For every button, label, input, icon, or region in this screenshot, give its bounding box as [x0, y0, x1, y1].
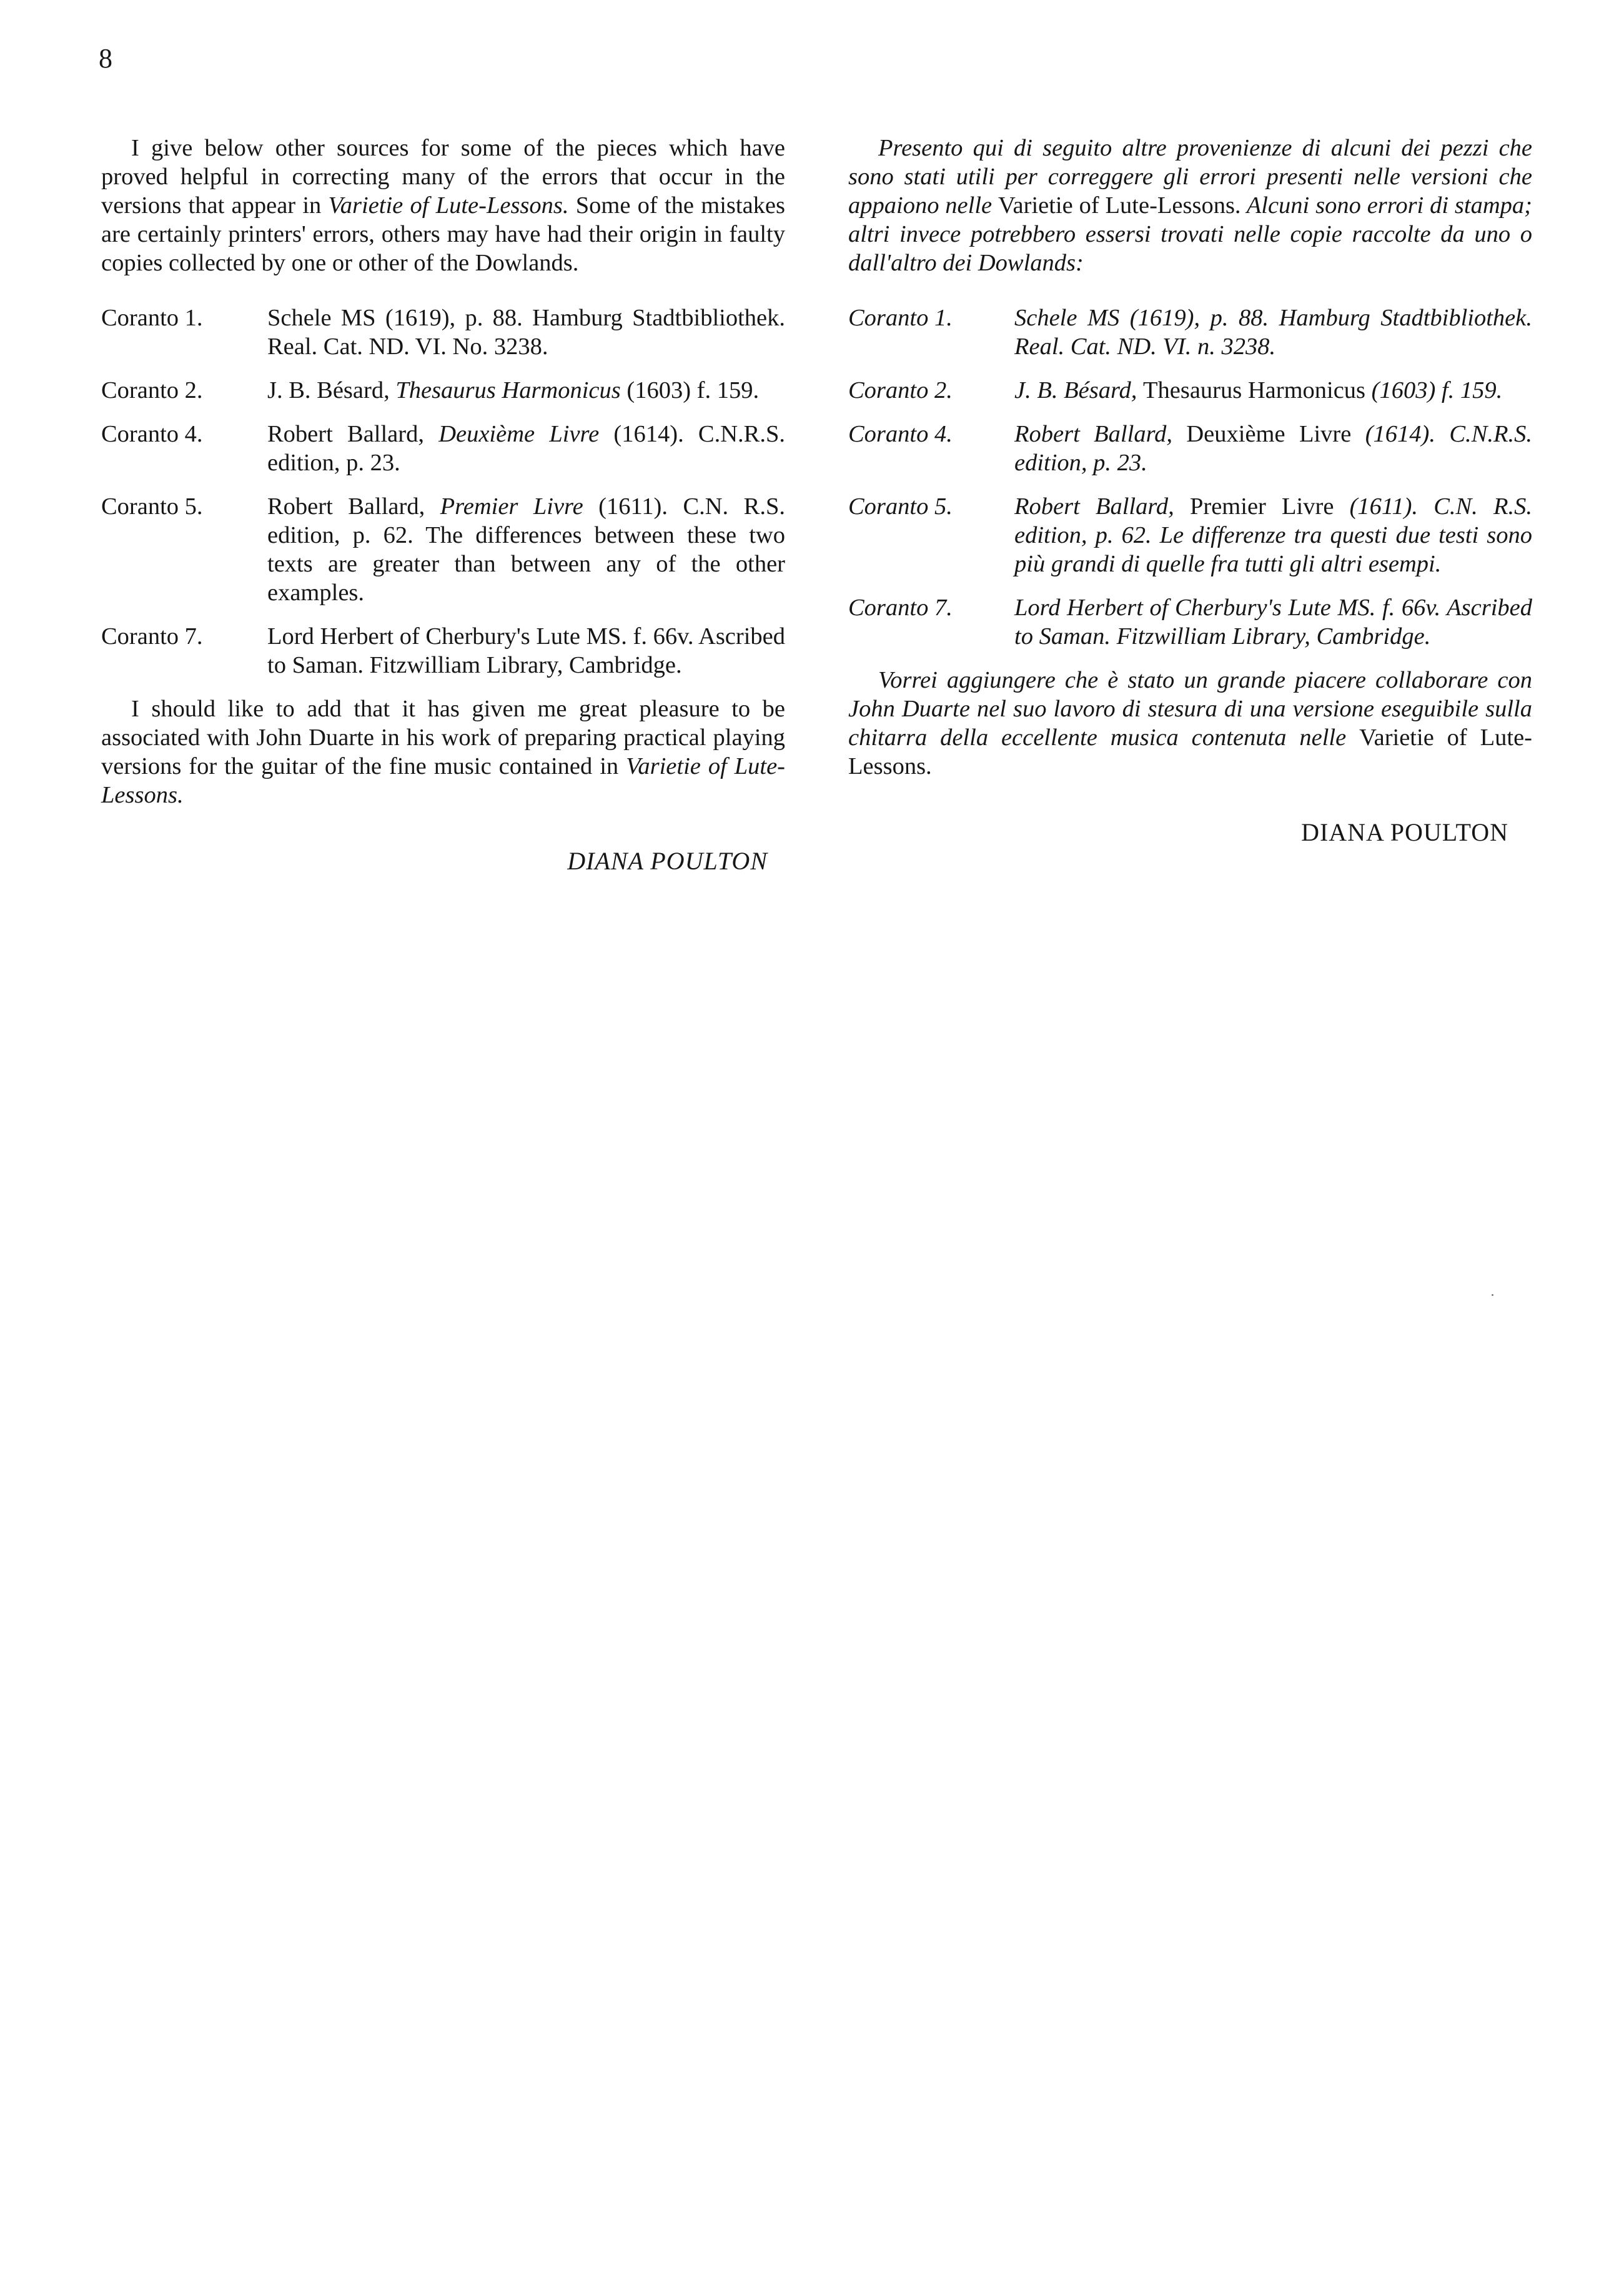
english-closing-paragraph: [101, 695, 785, 809]
source-text: Robert Ballard, Premier Livre (1611). C.N. R.S. edition, p. 62. Le differenze tra questi due testi sono più grandi di quelle fra tutti gli altri esempi.: [1014, 493, 1532, 577]
italian-source-coranto-1: [848, 304, 1532, 361]
english-source-coranto-1: [101, 304, 785, 361]
italian-source-coranto-5: [848, 492, 1532, 578]
source-text: Schele MS (1619), p. 88. Hamburg Stadtbibliothek. Real. Cat. ND. VI. n. 3238.: [1014, 305, 1532, 360]
source-text: Lord Herbert of Cherbury's Lute MS. f. 66v. Ascribed to Saman. Fitzwilliam Library, Cambridge.: [267, 623, 785, 678]
source-text: J. B. Bésard, Thesaurus Harmonicus (1603) f. 159.: [267, 377, 760, 403]
english-column: [101, 134, 785, 876]
english-intro-book-title: Varietie of Lute-Lessons.: [328, 192, 569, 219]
source-label: Coranto 5.: [101, 493, 203, 520]
source-label: Coranto 4.: [848, 421, 953, 447]
source-text: Schele MS (1619), p. 88. Hamburg Stadtbibliothek. Real. Cat. ND. VI. No. 3238.: [267, 305, 785, 360]
source-label: Coranto 7.: [848, 595, 953, 621]
source-text: Robert Ballard, Deuxième Livre (1614). C.N.R.S. edition, p. 23.: [267, 421, 785, 476]
italian-intro-book-title: Varietie of Lute-Lessons.: [998, 192, 1241, 219]
source-book-title: Thesaurus Harmonicus: [395, 377, 621, 403]
source-label: Coranto 5.: [848, 493, 953, 520]
english-source-coranto-5: [101, 492, 785, 607]
scan-speck: [1492, 1294, 1493, 1296]
english-closing-text: I should like to add that it has given me great pleasure to be associated with John Duarte in his work of preparing practical playing versions for the guitar of the fine music contained in: [101, 696, 785, 779]
italian-intro-paragraph: [848, 134, 1532, 277]
italian-source-coranto-4: [848, 420, 1532, 477]
english-intro-text: I give below other sources for some of the pieces which have proved helpful in correcting many of the errors that occur in the versions that appear in: [101, 135, 785, 219]
source-label: Coranto 2.: [848, 377, 953, 403]
italian-column: [848, 134, 1532, 847]
english-intro-text-continued: Some of the mistakes are certainly printers' errors, others may have had their origin in faulty copies collected by one or other of the Dowlands.: [101, 192, 785, 276]
english-source-coranto-4: [101, 420, 785, 477]
italian-signature: DIANA POULTON: [1301, 818, 1508, 846]
english-source-list: [101, 304, 785, 680]
english-source-coranto-7: [101, 622, 785, 680]
english-signature: DIANA POULTON: [567, 847, 768, 875]
source-book-title: Deuxième Livre: [1186, 421, 1352, 447]
italian-intro-text-continued: Alcuni sono errori di stampa; altri invece potrebbero essersi trovati nelle copie raccolte da uno o dall'altro dei Dowlands:: [848, 192, 1532, 276]
english-intro-paragraph: [101, 134, 785, 277]
source-label: Coranto 1.: [101, 305, 203, 331]
source-book-title: Deuxième Livre: [438, 421, 600, 447]
english-source-coranto-2: [101, 376, 785, 405]
source-label: Coranto 1.: [848, 305, 953, 331]
italian-intro-text: Presento qui di seguito altre provenienze di alcuni dei pezzi che sono stati utili per correggere gli errori presenti nelle versioni che appaiono nelle: [848, 135, 1532, 219]
source-text: Lord Herbert of Cherbury's Lute MS. f. 66v. Ascribed to Saman. Fitzwilliam Library, Cambridge.: [1014, 595, 1532, 650]
italian-source-coranto-7: [848, 593, 1532, 651]
source-book-title: Thesaurus Harmonicus: [1143, 377, 1366, 403]
italian-closing-text: Vorrei aggiungere che è stato un grande piacere collaborare con John Duarte nel suo lavoro di stesura di una versione eseguibile sulla chitarra della eccellente musica contenuta nelle: [848, 667, 1532, 751]
page-number: 8: [99, 43, 112, 74]
source-label: Coranto 4.: [101, 421, 203, 447]
source-text: Robert Ballard, Deuxième Livre (1614). C.N.R.S. edition, p. 23.: [1014, 421, 1532, 476]
italian-closing-paragraph: [848, 666, 1532, 781]
source-book-title: Premier Livre: [1189, 493, 1334, 520]
source-label: Coranto 7.: [101, 623, 203, 650]
italian-source-coranto-2: [848, 376, 1532, 405]
source-text: J. B. Bésard, Thesaurus Harmonicus (1603) f. 159.: [1014, 377, 1503, 403]
source-book-title: Premier Livre: [440, 493, 583, 520]
source-label: Coranto 2.: [101, 377, 203, 403]
source-text: Robert Ballard, Premier Livre (1611). C.N. R.S. edition, p. 62. The differences between these two texts are greater than between any of the other examples.: [267, 493, 785, 606]
italian-closing-book-title: Varietie of Lute-Lessons.: [848, 724, 1533, 779]
english-closing-book-title: Varietie of Lute-Lessons.: [101, 753, 785, 808]
italian-source-list: [848, 304, 1532, 651]
